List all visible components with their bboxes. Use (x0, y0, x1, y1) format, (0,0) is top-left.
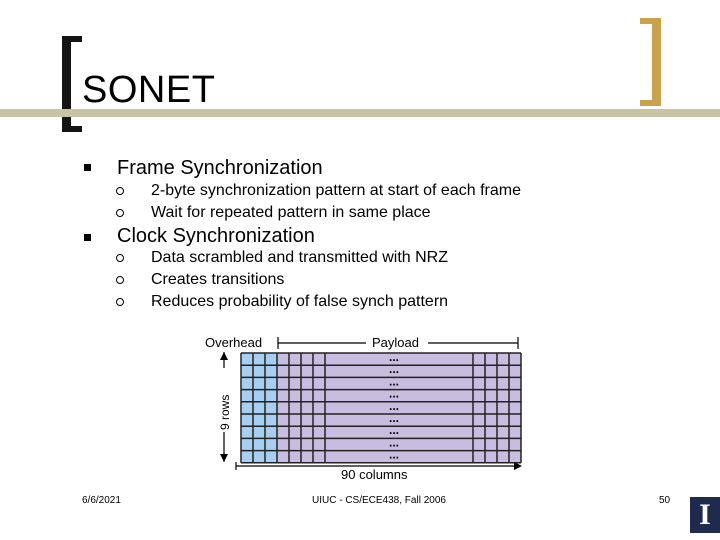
row-ellipsis: ... (389, 386, 400, 401)
sub-bullet-text: Reduces probability of false synch pattern (151, 293, 449, 310)
footer-date: 6/6/2021 (82, 495, 121, 506)
sub-bullet-text: 2-byte synchronization pattern at start of each frame (151, 182, 521, 199)
row-ellipsis: ... (389, 423, 400, 438)
rows-arrowhead-up (220, 352, 228, 360)
row-ellipsis: ... (389, 374, 400, 389)
rows-label: 9 rows (218, 394, 232, 430)
row-ellipsis: ... (389, 362, 400, 377)
footer-course: UIUC - CS/ECE438, Fall 2006 (312, 495, 446, 506)
overhead-label: Overhead (205, 335, 263, 350)
overhead-block (241, 353, 277, 463)
bullet-frame-sync: Frame Synchronization (117, 157, 323, 179)
bullet-clock-sync: Clock Synchronization (117, 225, 315, 247)
row-ellipsis: ... (389, 411, 400, 425)
payload-label: Payload (372, 335, 419, 350)
row-ellipsis: ... (389, 398, 400, 413)
sub-bullet-text: Creates transitions (151, 271, 285, 288)
slide-title: SONET (82, 69, 216, 111)
illinois-logo-glyph: I (699, 498, 711, 531)
row-ellipsis: ... (389, 350, 400, 364)
rows-arrowhead-down (220, 454, 228, 462)
sub-bullet-text: Wait for repeated pattern in same place (151, 204, 431, 221)
frame-grid (241, 350, 521, 463)
row-ellipsis: ... (389, 447, 400, 462)
footer-page-number: 50 (659, 495, 671, 506)
columns-label: 90 columns (341, 467, 408, 482)
sub-bullet-text: Data scrambled and transmitted with NRZ (151, 249, 448, 266)
row-ellipsis: ... (389, 435, 400, 450)
